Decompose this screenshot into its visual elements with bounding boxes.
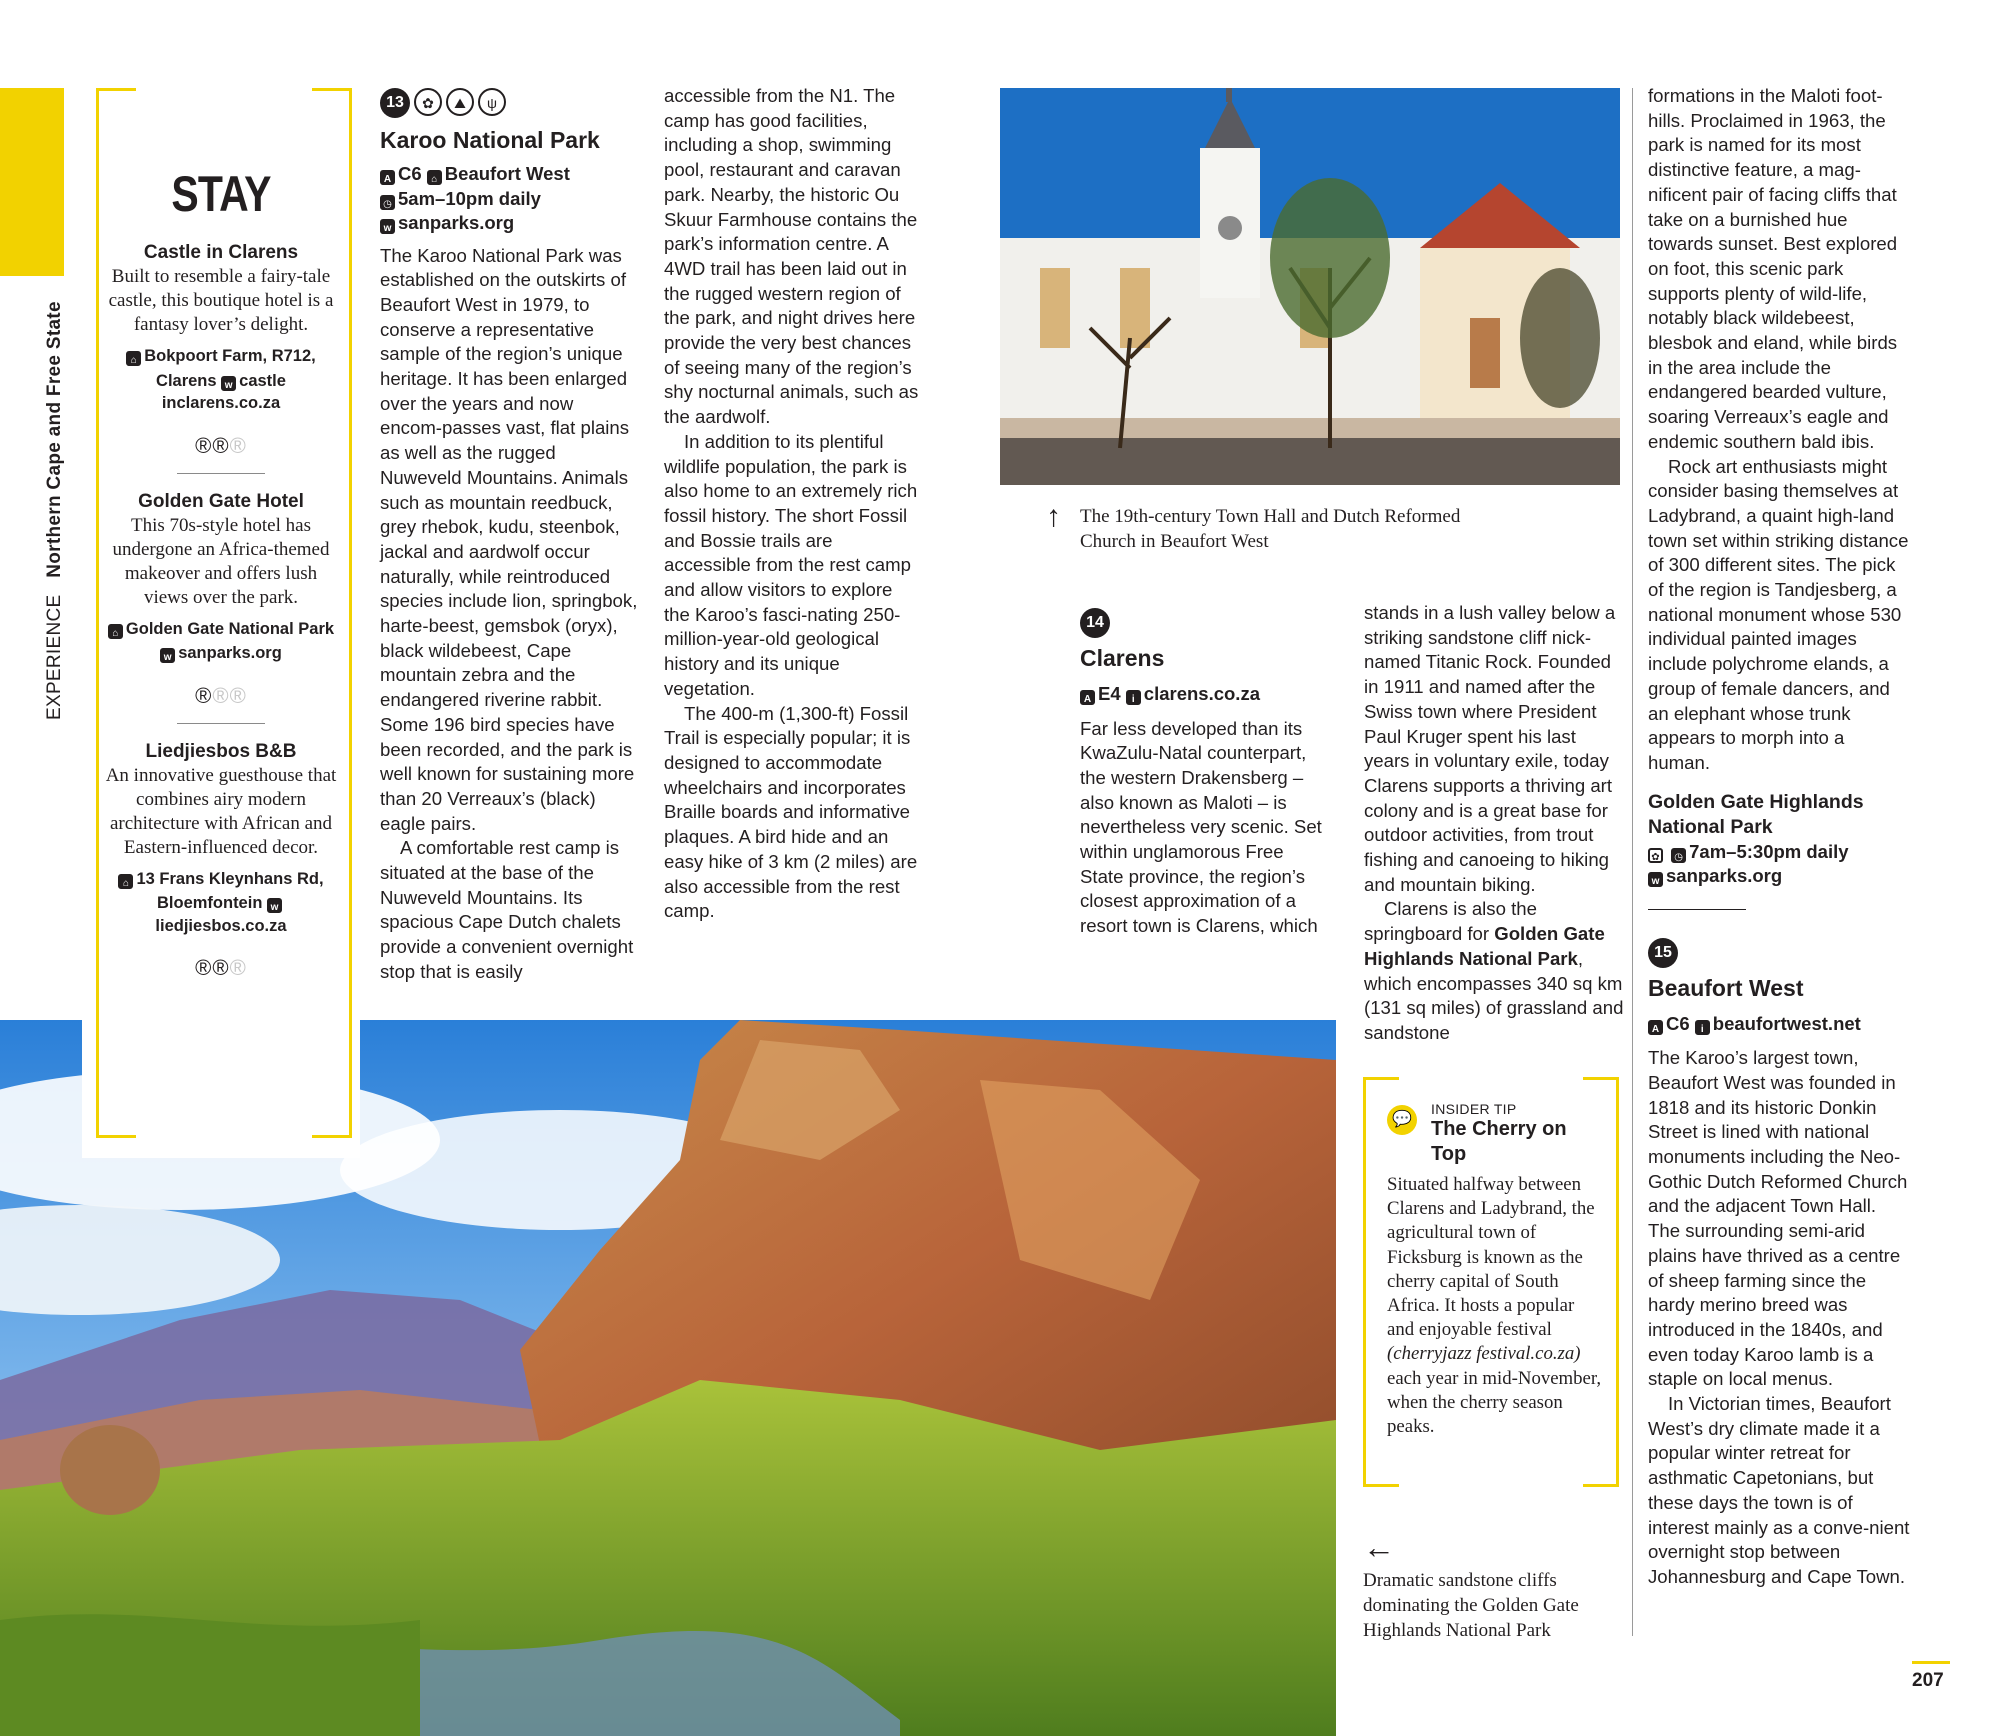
home-icon: ⌂ (118, 874, 133, 889)
map-grid-icon: A (1648, 1020, 1663, 1035)
hotel-address (102, 616, 340, 665)
website[interactable]: sanparks.org (1666, 865, 1783, 887)
entry-meta (1648, 1012, 1910, 1037)
entry-title: Clarens (1080, 645, 1165, 671)
stay-hotel-1 (102, 241, 340, 459)
hotel-address-line: Golden Gate National Park (125, 619, 335, 638)
paragraph: formations in the Maloti foot-hills. Proclaimed in 1963, the park is named for its most distinctive feature, a mag-nificent pair of facing cliffs that take on a burnished hue towards sunset. Best explored on foot, this scenic park supports plenty of wild-life, notably black wildebeest, blesbok and eland, while birds in the area include the endangered bearded vulture, soaring Verreaux’s eagle and endemic southern bald ibis. (1648, 85, 1898, 452)
entry-meta (380, 162, 638, 236)
park-info-web (1648, 864, 1910, 889)
arrow-up-icon: ↑ (1046, 500, 1061, 533)
map-grid: E4 (1098, 683, 1121, 704)
section-tab (0, 88, 64, 276)
hiking-icon: ⛰ (446, 88, 474, 116)
bracket-right (1616, 1077, 1619, 1487)
divider (177, 723, 265, 724)
paragraph: In addition to its plentiful wildlife population, the park is also home to an extremely rich fossil history. The short Fossil and Bossie trails are accessible from the rest camp and allow visitors to explore the Karoo’s fasci-nating 250-million-year-old geological history and its unique vegetation. (664, 430, 918, 699)
stay-hotel-3 (102, 740, 340, 982)
bracket-left (1363, 1077, 1366, 1487)
photo-caption-town-hall (1046, 500, 1480, 554)
price-on: ®® (195, 432, 230, 458)
home-icon: ⌂ (108, 624, 123, 639)
page-number: 207 (1912, 1670, 1944, 1691)
entry-title: Karoo National Park (380, 127, 600, 153)
paragraph (1364, 897, 1626, 1045)
tip-body (1387, 1173, 1605, 1439)
price-rating (102, 955, 340, 981)
hotel-name: Golden Gate Hotel (138, 490, 304, 512)
info-icon: i (1126, 690, 1141, 705)
paragraph: Far less developed than its KwaZulu-Natal counterpart, the western Drakensberg – also known as Maloti – is nevertheless very scenic. Set within unglamorous Free State province, the region’s closest approximation of a resort town is Clarens, which (1080, 717, 1322, 937)
text-run: Situated halfway between Clarens and Ladybrand, the agricultural town of Ficksburg is known as the cherry capital of South Africa. It hosts a popular and enjoyable festival (1387, 1174, 1595, 1341)
price-off: ® (229, 432, 247, 458)
text-run: Clarens is also the springboard for (1364, 898, 1537, 945)
bracket-bottom-left (1363, 1484, 1399, 1487)
bracket-bottom-left (96, 1135, 136, 1138)
park-name: Golden Gate Highlands National Park (1364, 923, 1605, 969)
hotel-address (102, 343, 340, 415)
entry-title: Beaufort West (1648, 974, 1804, 1001)
text-run: , which encompasses 340 sq km (131 sq miles) of grassland and sandstone (1364, 947, 1624, 1043)
stay-title: STAY (171, 166, 271, 222)
clarens-text-col2 (1364, 601, 1626, 1046)
right-column (1648, 84, 1910, 1590)
hotel-address-line: Bokpoort Farm, R712, Clarens (144, 347, 316, 390)
map-grid-icon: A (380, 170, 395, 185)
entry-meta (1080, 682, 1330, 707)
paragraph: The 400-m (1,300-ft) Fossil Trail is especially popular; it is designed to accommodate wheelchairs and incorporates Braille boards and informative plaques. A bird hide and an easy hike of 3 km (2 miles) are also accessible from the rest camp. (664, 702, 918, 922)
entry-number: 13 (380, 88, 410, 118)
price-on: ® (195, 682, 213, 708)
website[interactable]: sanparks.org (398, 212, 515, 233)
town-hall-photo (1000, 88, 1620, 485)
price-off: ® (229, 955, 247, 980)
stay-hotel-2 (102, 490, 340, 709)
web-icon: w (221, 376, 236, 391)
paragraph: A comfortable rest camp is situated at the base of the Nuweveld Mountains. Its spacious Cape Dutch chalets provide a convenient overnight stop that is easily (380, 837, 634, 982)
hotel-desc: An innovative guesthouse that combines airy modern architecture with African and Eastern-influenced decor. (105, 764, 337, 858)
paragraph: The Karoo National Park was established on the outskirts of Beaufort West in 1979, to conserve a representative sample of the region’s unique heritage. It has been enlarged over the years and now encom-passes vast, flat plains as well as the rugged Nuweveld Mountains. Animals such as mountain reedbuck, grey rhebok, kudu, steenbok, jackal and aardwolf occur naturally, while reintroduced species include lion, springbok, harte-beest, gemsbok (oryx), black wildebeest, Cape mountain zebra and the endangered riverine rabbit. Some 196 bird species have been recorded, and the park is well known for sustaining more than 20 Verreaux’s (black) eagle pairs. (380, 244, 638, 834)
hotel-address (102, 866, 340, 938)
bracket-left (96, 88, 99, 1138)
web-icon: w (380, 219, 395, 234)
clarens-section (1080, 608, 1330, 939)
tip-label: INSIDER TIP (1431, 1101, 1517, 1117)
karoo-text-col2 (664, 84, 922, 924)
home-icon: ⌂ (126, 351, 141, 366)
paragraph: The Karoo’s largest town, Beaufort West was founded in 1818 and its historic Donkin Street is lined with national monuments including the Neo-Gothic Dutch Reformed Church and the adjacent Town Hall. The surrounding semi-arid plains have thrived as a centre of sheep farming since the hardy merino breed was introduced in the 1840s, and even today Karoo lamb is a staple on local menus. (1648, 1047, 1908, 1390)
bracket-top-right (1583, 1077, 1619, 1080)
stay-panel (82, 85, 360, 1158)
speech-bubble-icon: 💬 (1387, 1105, 1417, 1135)
bracket-top-left (96, 88, 136, 91)
bracket-top-left (1363, 1077, 1399, 1080)
website[interactable]: beaufortwest.net (1712, 1012, 1861, 1034)
web-icon: w (267, 898, 282, 913)
clock-icon: ◷ (380, 195, 395, 210)
hotel-desc: Built to resemble a fairy-tale castle, this boutique hotel is a fantasy lover’s delight. (108, 266, 334, 335)
hotel-name: Castle in Clarens (143, 242, 299, 263)
caption-text: Dramatic sandstone cliffs dominating the Golden Gate Highlands National Park (1363, 1570, 1579, 1641)
tip-header (1431, 1101, 1601, 1167)
hotel-website[interactable]: sanparks.org (178, 644, 282, 662)
web-icon: w (1648, 872, 1663, 887)
wildlife-icon: ✿ (1648, 848, 1663, 863)
price-on: ®® (195, 955, 230, 980)
home-icon: ⌂ (427, 170, 442, 185)
price-rating (102, 683, 340, 709)
page-number-bar (1912, 1661, 1950, 1664)
tip-title: The Cherry on Top (1431, 1118, 1567, 1165)
bracket-bottom-right (1583, 1484, 1619, 1487)
section-prefix: EXPERIENCE (44, 594, 65, 720)
hotel-website[interactable]: castle inclarens.co.za (161, 371, 286, 412)
bracket-bottom-right (312, 1135, 352, 1138)
entry-number: 14 (1080, 608, 1110, 638)
wildlife-icon: ✿ (414, 88, 442, 116)
paragraph: In Victorian times, Beaufort West’s dry climate made it a popular winter retreat for asthmatic Capetonians, but these days the town is of interest mainly as a conve-nient overnight stop between Johannesburg and Cape Town. (1648, 1393, 1910, 1587)
paragraph: stands in a lush valley below a striking sandstone cliff nick-named Titanic Rock. Founded in 1911 and named after the Swiss town where President Paul Kruger spent his last years in voluntary exile, today Clarens supports a thriving art colony and is a great base for outdoor activities, from trout fishing and canoeing to hiking and mountain biking. (1364, 602, 1616, 895)
divider (1648, 909, 1746, 910)
column-rule (1632, 88, 1633, 1636)
stay-content (102, 165, 340, 981)
web-icon: w (160, 648, 175, 663)
clock-icon: ◷ (1671, 848, 1686, 863)
opening-hours: 7am–5:30pm daily (1689, 840, 1849, 862)
hotel-desc: This 70s-style hotel has undergone an Africa-themed makeover and offers lush views over the park. (112, 514, 330, 608)
karoo-section (380, 88, 638, 985)
hotel-name: Liedjiesbos B&B (145, 740, 297, 762)
clarens-text-col1 (1080, 717, 1330, 939)
town: Beaufort West (444, 163, 570, 184)
section-title: Northern Cape and Free State (44, 301, 65, 578)
arrow-left-icon: ← (1363, 1529, 1395, 1565)
map-grid: C6 (398, 163, 422, 184)
map-grid: C6 (1666, 1012, 1690, 1034)
opening-hours: 5am–10pm daily (398, 187, 541, 209)
park-info-title: Golden Gate Highlands National Park (1648, 790, 1864, 838)
karoo-text-col1 (380, 244, 638, 985)
park-info-meta (1648, 840, 1910, 865)
divider (177, 473, 265, 474)
section-label (44, 301, 66, 720)
text-run: each year in mid-November, when the cherry season peaks. (1387, 1367, 1602, 1438)
price-rating (102, 433, 340, 459)
paragraph: Rock art enthusiasts might consider basing themselves at Ladybrand, a quaint high-land town set within striking distance of 300 different sites. The pick of the region is Tandjesberg, a national monument whose 530 individual painted images include polychrome elands, a group of female dancers, and an elephant whose trunk appears to morph into a human. (1648, 455, 1909, 773)
restaurant-icon: ψ (478, 88, 506, 116)
photo-caption-golden-gate (1363, 1529, 1613, 1643)
caption-text: The 19th-century Town Hall and Dutch Reformed Church in Beaufort West (1080, 506, 1461, 552)
festival-website: (cherryjazz festival.co.za) (1387, 1343, 1581, 1365)
map-grid-icon: A (1080, 690, 1095, 705)
info-icon: i (1695, 1020, 1710, 1035)
paragraph: accessible from the N1. The camp has good facilities, including a shop, swimming pool, restaurant and caravan park. Nearby, the historic Ou Skuur Farmhouse contains the park’s information centre. A 4WD trail has been laid out in the rugged western region of the park, and night drives here provide the very best chances of seeing many of the region’s shy nocturnal animals, such as the aardwolf. (664, 85, 919, 428)
bracket-right (349, 88, 352, 1138)
website[interactable]: clarens.co.za (1143, 683, 1260, 704)
insider-tip-box (1363, 1077, 1619, 1487)
hotel-website[interactable]: liedjiesbos.co.za (155, 916, 287, 935)
hotel-address-line: 13 Frans Kleynhans Rd, Bloemfontein (136, 869, 324, 912)
entry-number: 15 (1648, 938, 1678, 968)
price-off: ®® (212, 682, 247, 708)
karoo-badges (380, 88, 638, 118)
bracket-top-right (312, 88, 352, 91)
